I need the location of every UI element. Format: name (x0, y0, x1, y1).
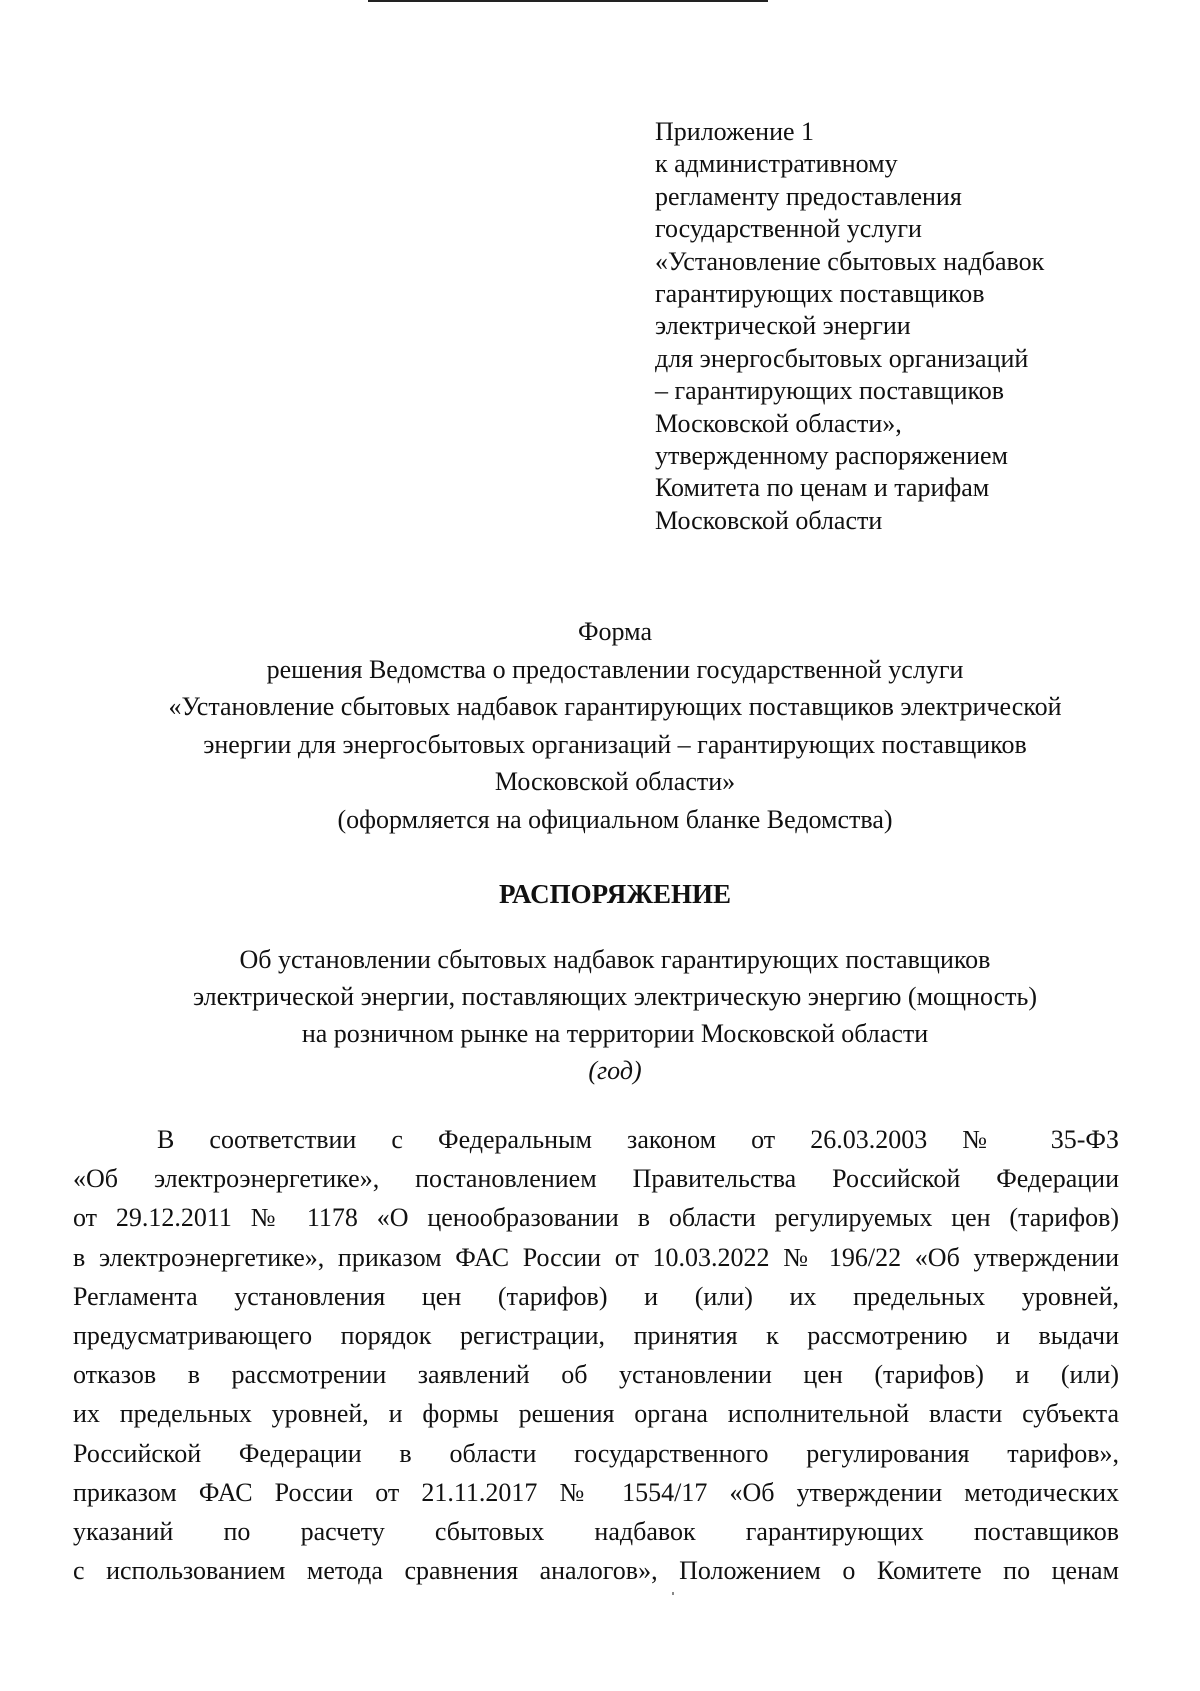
body-line: их предельных уровней, и формы решения органа исполнительной власти субъекта (73, 1399, 1119, 1429)
appendix-line: Московской области», (655, 408, 902, 438)
appendix-line: Московской области (655, 505, 883, 535)
body-line: отказов в рассмотрении заявлений об установлении цен (тарифов) и (или) (73, 1360, 1119, 1390)
subject-year: (год) (588, 1056, 642, 1085)
body-line: от 29.12.2011 № 1178 «О ценообразовании в области регулируемых цен (тарифов) (73, 1203, 1119, 1233)
subject-line: на розничном рынке на территории Московской области (301, 1019, 929, 1048)
appendix-line: «Установление сбытовых надбавок (655, 246, 1045, 276)
form-label: Форма (578, 617, 652, 646)
body-paragraph (73, 1120, 1119, 1590)
appendix-line: утвержденному распоряжением (655, 441, 1008, 471)
order-subject (70, 941, 1160, 1089)
appendix-line: гарантирующих поставщиков (655, 279, 985, 309)
body-line: В соответствии с Федеральным законом от 26.03.2003 № 35-ФЗ (157, 1125, 1119, 1154)
body-line: Регламента установления цен (тарифов) и (или) их предельных уровней, (73, 1281, 1119, 1311)
form-header-note: (оформляется на официальном бланке Ведомства) (337, 804, 893, 834)
body-line: Российской Федерации в области государственного регулирования тарифов», (73, 1438, 1119, 1468)
appendix-line: для энергосбытовых организаций (655, 343, 1029, 373)
form-header-line: решения Ведомства о предоставлении государственной услуги (266, 654, 964, 684)
subject-line: электрической энергии, поставляющих электрическую энергию (мощность) (192, 982, 1038, 1011)
body-line: в электроэнергетике», приказом ФАС России от 10.03.2022 № 196/22 «Об утверждении (73, 1242, 1119, 1272)
appendix-line: регламенту предоставления (655, 181, 962, 211)
subject-line: Об установлении сбытовых надбавок гарантирующих поставщиков (239, 945, 991, 974)
form-header-line: «Установление сбытовых надбавок гарантирующих поставщиков электрической (168, 692, 1062, 721)
appendix-line: к административному (655, 149, 898, 179)
appendix-line: Приложение 1 (655, 117, 815, 146)
appendix-line: электрической энергии (655, 311, 911, 341)
appendix-line: Комитета по ценам и тарифам (655, 473, 990, 503)
body-line: предусматривающего порядок регистрации, принятия к рассмотрению и выдачи (73, 1320, 1119, 1350)
form-header-line: энергии для энергосбытовых организаций – гарантирующих поставщиков (203, 729, 1027, 759)
scan-top-edge-line (368, 0, 768, 2)
appendix-line: – гарантирующих поставщиков (655, 376, 1005, 406)
body-line: указаний по расчету сбытовых надбавок гарантирующих поставщиков (73, 1516, 1119, 1546)
appendix-line: государственной услуги (655, 214, 922, 244)
body-line: приказом ФАС России от 21.11.2017 № 1554/17 «Об утверждении методических (73, 1477, 1119, 1507)
body-line: «Об электроэнергетике», постановлением Правительства Российской Федерации (73, 1164, 1119, 1194)
appendix-note (655, 116, 1175, 537)
scan-speck (672, 1592, 674, 1595)
document-title: РАСПОРЯЖЕНИЕ (498, 879, 732, 909)
form-header-line: Московской области» (494, 767, 736, 796)
body-line: с использованием метода сравнения аналогов», Положением о Комитете по ценам (73, 1556, 1119, 1586)
form-header (70, 613, 1160, 838)
